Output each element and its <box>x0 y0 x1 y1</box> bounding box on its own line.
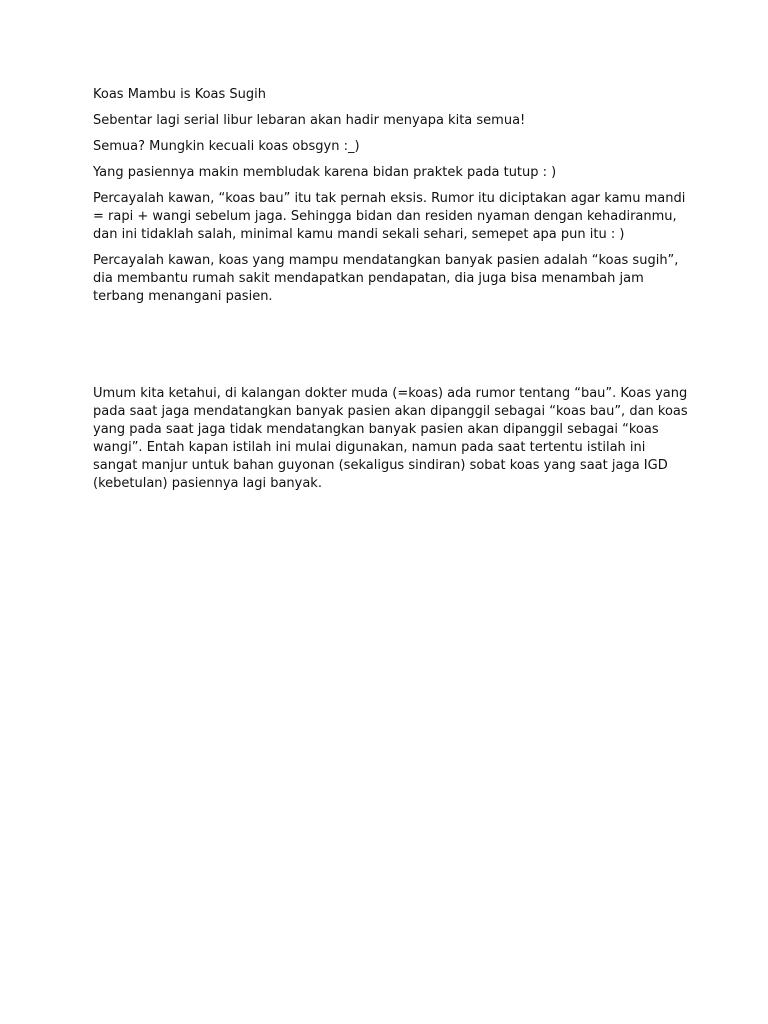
paragraph-koas-bau: Percayalah kawan, “koas bau” itu tak pernah eksis. Rumor itu diciptakan agar kamu mandi = rapi + wangi sebelum jaga. Sehingga bidan dan residen nyaman dengan kehadiranmu, dan ini tidaklah salah, minimal kamu mandi sekali sehari, semepet apa pun itu : ) <box>93 191 686 242</box>
document-title: Koas Mambu is Koas Sugih <box>93 87 266 102</box>
paragraph-koas-sugih: Percayalah kawan, koas yang mampu mendatangkan banyak pasien adalah “koas sugih”, dia membantu rumah sakit mendapatkan pendapatan, dia juga bisa menambah jam terbang menangani pasien. <box>93 253 679 304</box>
paragraph-question: Semua? Mungkin kecuali koas obsgyn :_) <box>93 139 360 154</box>
paragraph-rumor: Umum kita ketahui, di kalangan dokter muda (=koas) ada rumor tentang “bau”. Koas yang pada saat jaga mendatangkan banyak pasien akan dipanggil sebagai “koas bau”, dan koas yang pada saat jaga tidak mendatangkan banyak pasien akan dipanggil sebagai “koas wangi”. Entah kapan istilah ini mulai digunakan, namun pada saat tertentu istilah ini sangat manjur untuk bahan guyonan (sekaligus sindiran) sobat koas yang saat jaga IGD (kebetulan) pasiennya lagi banyak. <box>93 386 688 491</box>
document-body <box>93 86 693 501</box>
paragraph-intro: Sebentar lagi serial libur lebaran akan hadir menyapa kita semua! <box>93 113 526 128</box>
paragraph-patients: Yang pasiennya makin membludak karena bidan praktek pada tutup : ) <box>93 165 557 180</box>
blank-space <box>93 314 693 385</box>
